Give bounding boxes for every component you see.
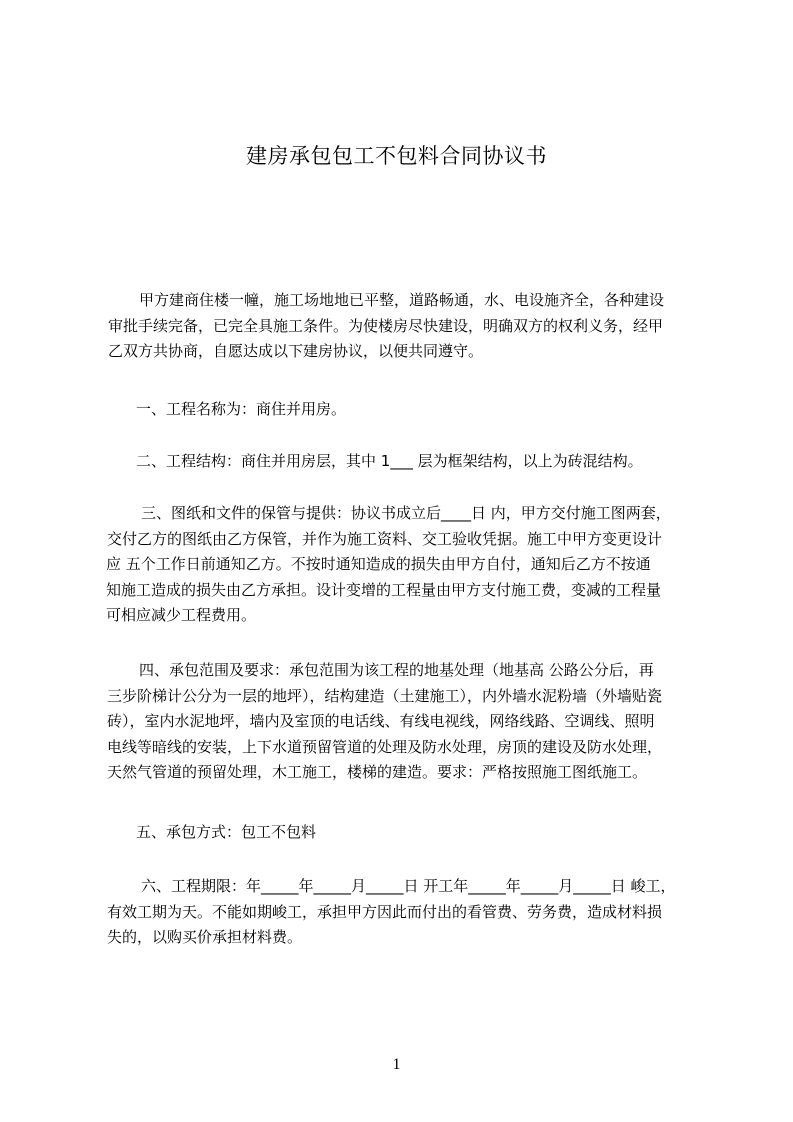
document-title: 建房承包包工不包料合同协议书: [246, 144, 547, 168]
clause-6-line-2: 有效工期为天。不能如期峻工，承担甲方因此而付出的看管费、劳务费，造成材料损: [107, 902, 663, 921]
clause-4-paragraph: [107, 658, 663, 786]
clause-2-paragraph: [136, 449, 643, 475]
clause-6-paragraph: [107, 874, 676, 951]
clause-3-line-3: 应 五个工作日前通知乙方。不按时通知造成的损失由甲方自付，通知后乙方不按通: [106, 555, 651, 574]
intro-line-2: 审批手续完备，已完全具施工条件。为使楼房尽快建设，明确双方的权利义务，经甲: [108, 316, 664, 335]
clause-1-line-1: 一、工程名称为：商住并用房。: [136, 400, 347, 418]
clause-3-line-4: 知施工造成的损失由乙方承担。设计变增的工程量由甲方支付施工费，变减的工程量: [106, 580, 662, 599]
clause-4-line-2: 三步阶梯计公分为一层的地坪），结构建造（土建施工），内外墙水泥粉墙（外墙贴瓷: [107, 686, 663, 705]
clause-4-line-4: 电线等暗线的安装，上下水道预留管道的处理及防水处理，房顶的建设及防水处理，: [107, 737, 663, 756]
page-number: 1: [392, 1056, 401, 1073]
clause-5-line-1: 五、承包方式：包工不包料: [136, 823, 317, 841]
clause-2-line-1: 二、工程结构：商住并用房层，其中 1___ 层为框架结构，以上为砖混结构。: [136, 452, 643, 470]
intro-line-3: 乙双方共协商，自愿达成以下建房协议，以便共同遵守。: [108, 342, 484, 361]
clause-4-line-5: 天然气管道的预留处理，木工施工，楼梯的建造。要求：严格按照施工图纸施工。: [107, 763, 648, 782]
clause-6-line-1: 六、工程期限：年_____年_____月_____日 开工年_____年_____月_____日 峻工，: [141, 877, 676, 895]
clause-6-line-3: 失的，以购买价承担材料费。: [107, 928, 303, 947]
clause-5-paragraph: [136, 820, 316, 846]
clause-3-line-1: 三、图纸和文件的保管与提供：协议书成立后____日 内，甲方交付施工图两套，: [141, 504, 671, 522]
clause-3-line-2: 交付乙方的图纸由乙方保管，并作为施工资料、交工验收凭据。施工中甲方变更设计: [107, 529, 663, 548]
intro-line-1: 甲方建商住楼一幢，施工场地地已平整，道路畅通，水、电设施齐全，各种建设: [139, 291, 665, 309]
clause-3-line-5: 可相应减少工程费用。: [106, 606, 257, 625]
clause-4-line-1: 四、承包范围及要求：承包范围为该工程的地基处理（地基高 公路公分后，再: [139, 661, 654, 679]
clause-3-paragraph: [106, 501, 671, 629]
clause-4-line-3: 砖），室内水泥地坪，墙内及室顶的电话线、有线电视线，网络线路、空调线、照明: [107, 712, 655, 731]
clause-1-paragraph: [136, 397, 346, 423]
intro-paragraph: [108, 288, 665, 365]
